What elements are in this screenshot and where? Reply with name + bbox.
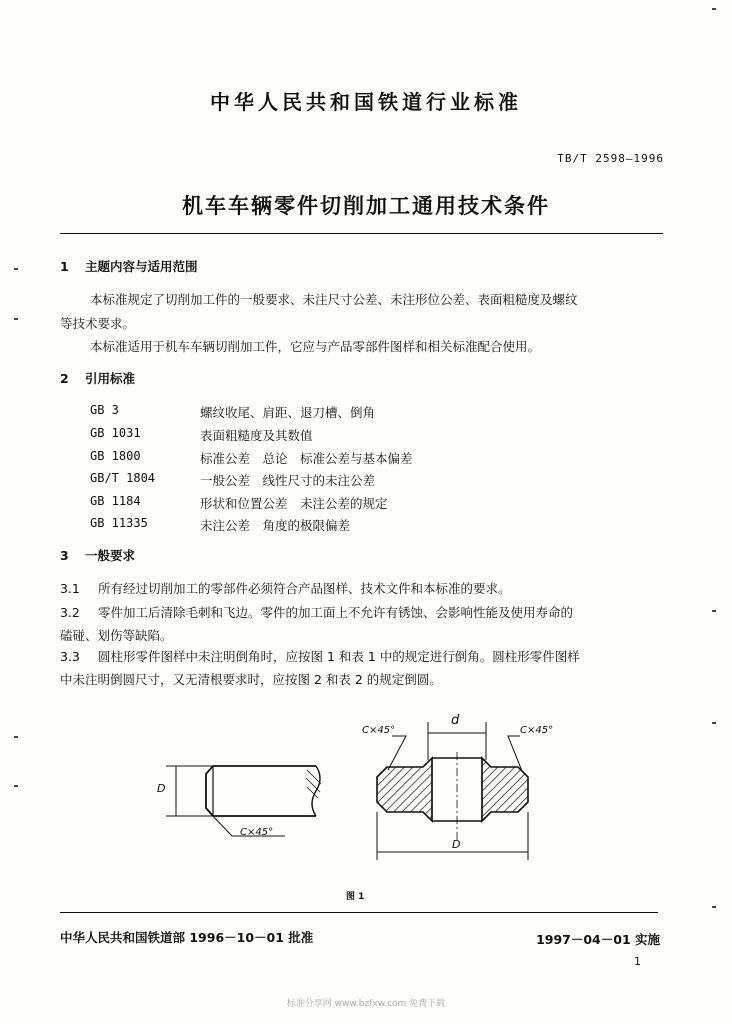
left-chamfer-label: C×45°: [362, 725, 396, 736]
reference-name: 形状和位置公差 未注公差的规定: [200, 496, 388, 511]
clause-3-3-line-2: 中未注明倒圆尺寸，又无清根要求时，应按图 2 和表 2 的规定倒圆。: [60, 672, 442, 687]
scan-speck: [712, 8, 716, 10]
standard-number: TB/T 2598—1996: [557, 152, 664, 165]
scan-speck: [14, 318, 18, 320]
clause-3-1: 3.1 所有经过切削加工的零部件必须符合产品图样、技术文件和本标准的要求。: [60, 581, 511, 596]
clause-3-2-line-1: 3.2 零件加工后清除毛刺和飞边。零件的加工面上不允许有锈蚀、会影响性能及使用寿命的: [60, 605, 574, 620]
document-title: 机车车辆零件切削加工通用技术条件: [182, 194, 550, 218]
watermark: 标准分享网 www.bzfxw.com 免费下载: [286, 999, 446, 1009]
scan-speck: [14, 268, 18, 270]
scan-speck: [712, 722, 716, 724]
left-chamfer-leader: [388, 736, 406, 770]
outer-diameter-label: D: [452, 838, 461, 851]
implementation-line: 1997－04－01 实施: [536, 932, 660, 947]
section-1-paragraph-2: 本标准适用于机车车辆切削加工件，它应与产品零部件图样和相关标准配合使用。: [90, 339, 541, 354]
right-chamfer-label: C×45°: [520, 725, 554, 736]
clause-3-3-line-1: 3.3 圆柱形零件图样中未注明倒角时，应按图 1 和表 1 中的规定进行倒角。圆柱形零件图样: [60, 649, 580, 664]
approval-line: 中华人民共和国铁道部 1996－10－01 批准: [60, 930, 314, 945]
reference-code: GB 1031: [90, 426, 141, 440]
reference-code: GB 1800: [90, 449, 141, 463]
page-number: 1: [634, 955, 641, 968]
reference-code: GB 1184: [90, 494, 141, 508]
section-2-heading: 2 引用标准: [60, 371, 136, 386]
left-section-hatched: [377, 758, 432, 821]
shaft-chamfer-view: [166, 766, 321, 836]
right-chamfer-leader: [508, 736, 522, 771]
reference-code: GB/T 1804: [90, 471, 156, 485]
scan-speck: [712, 906, 716, 908]
shaft-diameter-label: D: [157, 782, 166, 795]
hole-diameter-label: d: [451, 713, 460, 728]
reference-name: 表面粗糙度及其数值: [200, 428, 313, 443]
scan-speck: [14, 785, 18, 787]
reference-code: GB 11335: [90, 516, 148, 530]
scan-speck: [712, 610, 716, 612]
reference-code: GB 3: [90, 403, 119, 417]
shaft-chamfer-label: C×45°: [240, 827, 274, 838]
section-1-paragraph-1-line-2: 等技术要求。: [60, 316, 136, 331]
footer-divider: [60, 912, 658, 913]
reference-name: 一般公差 线性尺寸的未注公差: [200, 473, 376, 488]
standard-category-title: 中华人民共和国铁道行业标准: [210, 90, 522, 114]
reference-name: 标准公差 总论 标准公差与基本偏差: [200, 451, 413, 466]
clause-3-2-line-2: 磕碰、划伤等缺陷。: [60, 628, 173, 643]
section-3-heading: 3 一般要求: [60, 548, 136, 563]
reference-name: 未注公差 角度的极限偏差: [200, 518, 351, 533]
chamfer-outline: [206, 766, 213, 816]
figure-caption: 图 1: [346, 892, 365, 902]
reference-name: 螺纹收尾、肩距、退刀槽、倒角: [200, 405, 376, 420]
scan-speck: [14, 736, 18, 738]
section-1-paragraph-1-line-1: 本标准规定了切削加工件的一般要求、未注尺寸公差、未注形位公差、表面粗糙度及螺纹: [90, 292, 578, 307]
section-1-heading: 1 主题内容与适用范围: [60, 259, 198, 274]
